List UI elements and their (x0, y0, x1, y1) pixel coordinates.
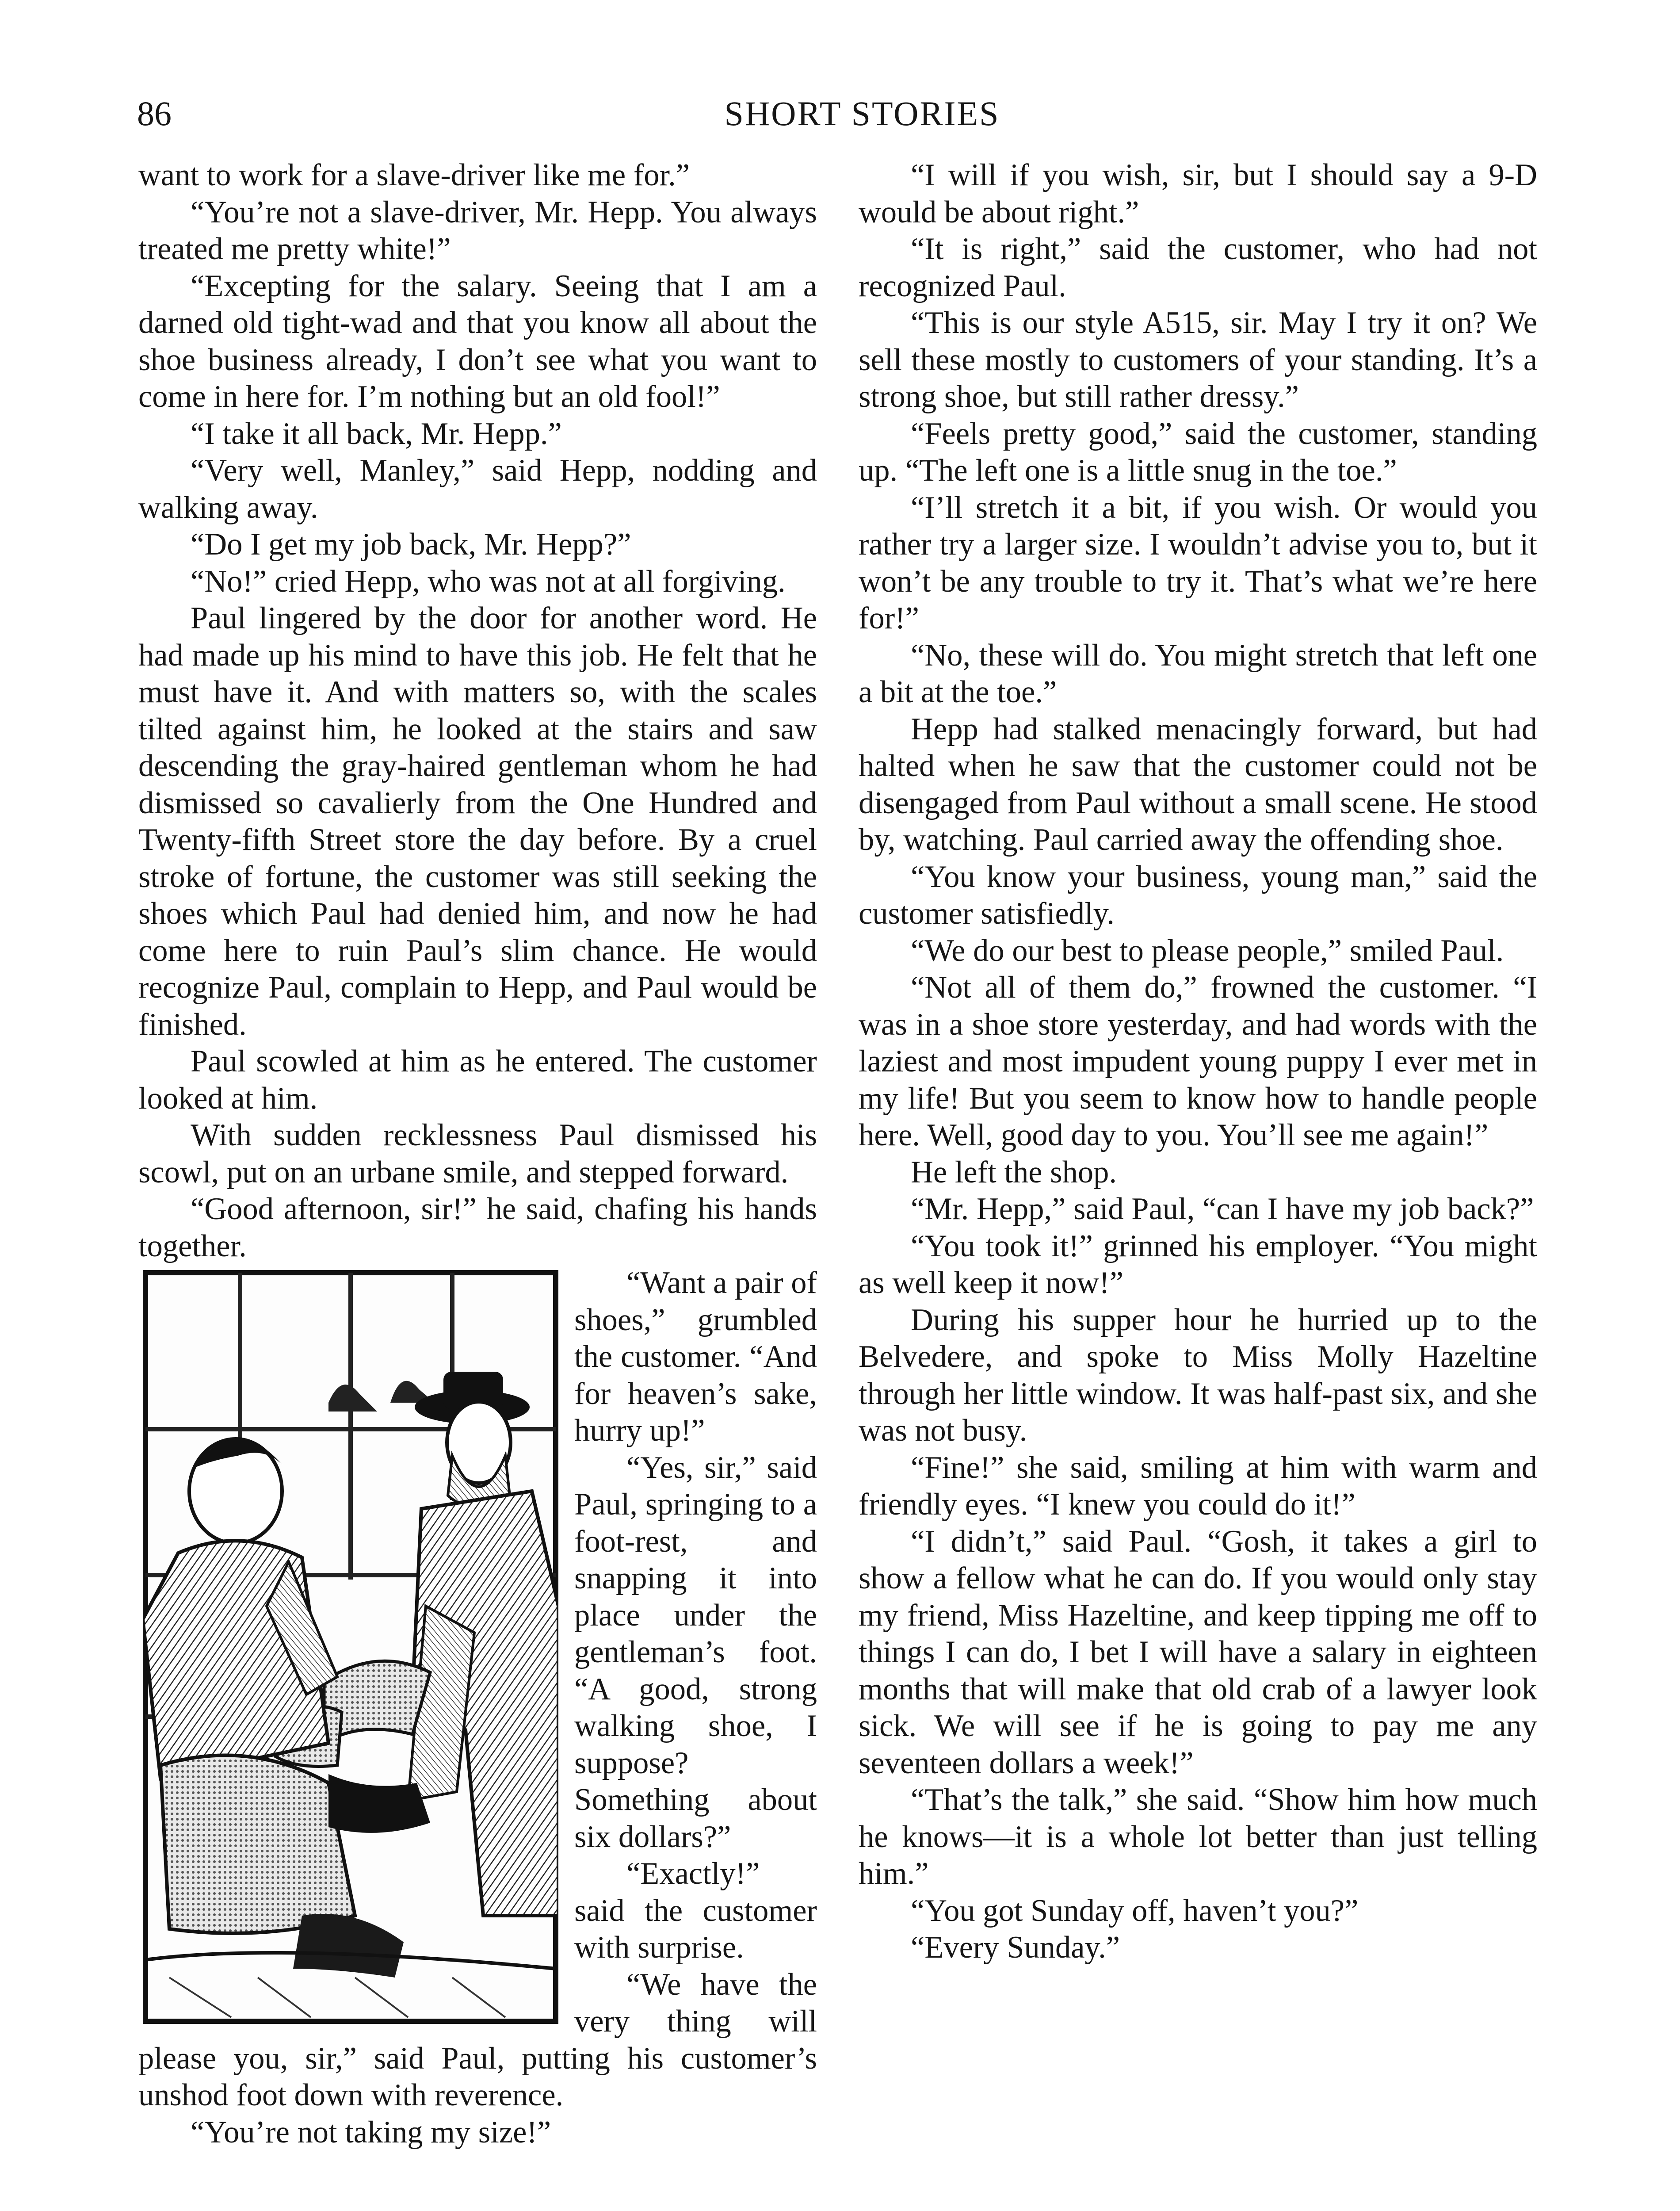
paragraph: “I didn’t,” said Paul. “Gosh, it takes a girl to show a fellow what he can do. If you would only stay my friend, Miss Hazeltine, and keep tipping me off to things I can do, I bet I will have a salary in eighteen months that will make that old crab of a lawyer look sick. We will see if he is going to pay me any seventeen dollars a week!” (859, 1524, 1537, 1780)
paragraph: “You know your business, young man,” said the customer satisfiedly. (859, 859, 1537, 931)
paragraph: He left the shop. (911, 1155, 1117, 1190)
paragraph: “Mr. Hepp,” said Paul, “can I have my job back?” (911, 1192, 1534, 1226)
paragraph: “Do I get my job back, Mr. Hepp?” (191, 527, 631, 562)
right-column (859, 157, 1537, 1966)
paragraph: “Not all of them do,” frowned the customer. “I was in a shoe store yesterday, and had words with the laziest and most impudent young puppy I ever met in my life! But you seem to know how to handle people here. Well, good day to you. You’ll see me again!” (859, 970, 1537, 1152)
paragraph: “Exactly!” said the customer with surprise. (574, 1856, 817, 1965)
paragraph: “You’re not taking my size!” (191, 2115, 551, 2150)
page-number: 86 (137, 94, 172, 133)
paragraph: “No, these will do. You might stretch that left one a bit at the toe.” (859, 638, 1537, 709)
paragraph: Hepp had stalked menacingly forward, but had halted when he saw that the customer could not be disengaged from Paul without a small scene. He stood by, watching. Paul carried away the offending shoe. (859, 711, 1537, 857)
paragraph: Paul scowled at him as he entered. The customer looked at him. (138, 1044, 817, 1116)
paragraph: “Yes, sir,” said Paul, springing to a foot-rest, and snapping it into place under the gentleman’s foot. “A good, strong walking shoe, I suppose? Something about six dollars?” (574, 1450, 817, 1854)
paragraph: want to work for a slave-driver like me for.” (138, 158, 690, 192)
paragraph: “That’s the talk,” she said. “Show him how much he knows—it is a whole lot better than just telling him.” (859, 1783, 1537, 1891)
paragraph: Paul lingered by the door for another word. He had made up his mind to have this job. He felt that he must have it. And with matters so, with the scales tilted against him, he looked at the stairs and saw descending the gray-haired gentleman whom he had dismissed so cavalierly from the One Hundred and Twenty-fifth Street store the day before. By a cruel stroke of fortune, the customer was still seeking the shoes which Paul had denied him, and now he had come here to ruin Paul’s slim chance. He would recognize Paul, complain to Hepp, and Paul would be finished. (138, 601, 817, 1042)
running-head: SHORT STORIES (724, 94, 1000, 133)
paragraph: “We do our best to please people,” smiled Paul. (911, 933, 1504, 968)
paragraph: “Excepting for the salary. Seeing that I am a darned old tight-wad and that you know all about the shoe business already, I don’t see what you want to come in here for. I’m nothing but an old fool!” (138, 268, 817, 414)
paragraph: “You’re not a slave-driver, Mr. Hepp. You always treated me pretty white!” (138, 195, 817, 266)
paragraph: “Want a pair of shoes,” grumbled the customer. “And for heaven’s sake, hurry up!” (574, 1266, 817, 1448)
paragraph: During his supper hour he hurried up to the Belvedere, and spoke to Miss Molly Hazeltine through her little window. It was half-past six, and she was not busy. (859, 1302, 1537, 1448)
shoe-store-illustration (143, 1270, 558, 2024)
left-column (138, 157, 817, 2151)
paragraph: “Very well, Manley,” said Hepp, nodding and walking away. (138, 453, 817, 525)
paragraph: “You took it!” grinned his employer. “You might as well keep it now!” (859, 1228, 1537, 1300)
paragraph: “Every Sunday.” (911, 1930, 1120, 1965)
paragraph: “It is right,” said the customer, who had not recognized Paul. (859, 232, 1537, 303)
paragraph: “This is our style A515, sir. May I try it on? We sell these mostly to customers of your standing. It’s a strong shoe, but still rather dressy.” (859, 306, 1537, 414)
paragraph: “We have the very thing will please you, sir,” said Paul, putting his customer’s unshod foot down with reverence. (138, 1967, 817, 2112)
paragraph: “Good afternoon, sir!” he said, chafing his hands together. (138, 1192, 817, 1263)
paragraph: “I’ll stretch it a bit, if you wish. Or would you rather try a larger size. I wouldn’t advise you to, but it won’t be any trouble to try it. That’s what we’re here for!” (859, 490, 1537, 635)
paragraph: “Feels pretty good,” said the customer, standing up. “The left one is a little snug in the toe.” (859, 416, 1537, 488)
paragraph: “You got Sunday off, haven’t you?” (911, 1893, 1359, 1928)
paragraph: With sudden recklessness Paul dismissed his scowl, put on an urbane smile, and stepped forward. (138, 1118, 817, 1190)
paragraph: “I will if you wish, sir, but I should say a 9-D would be about right.” (859, 158, 1537, 230)
paragraph: “I take it all back, Mr. Hepp.” (191, 416, 562, 451)
paragraph: “No!” cried Hepp, who was not at all forgiving. (191, 564, 786, 599)
paragraph: “Fine!” she said, smiling at him with warm and friendly eyes. “I knew you could do it!” (859, 1450, 1537, 1522)
